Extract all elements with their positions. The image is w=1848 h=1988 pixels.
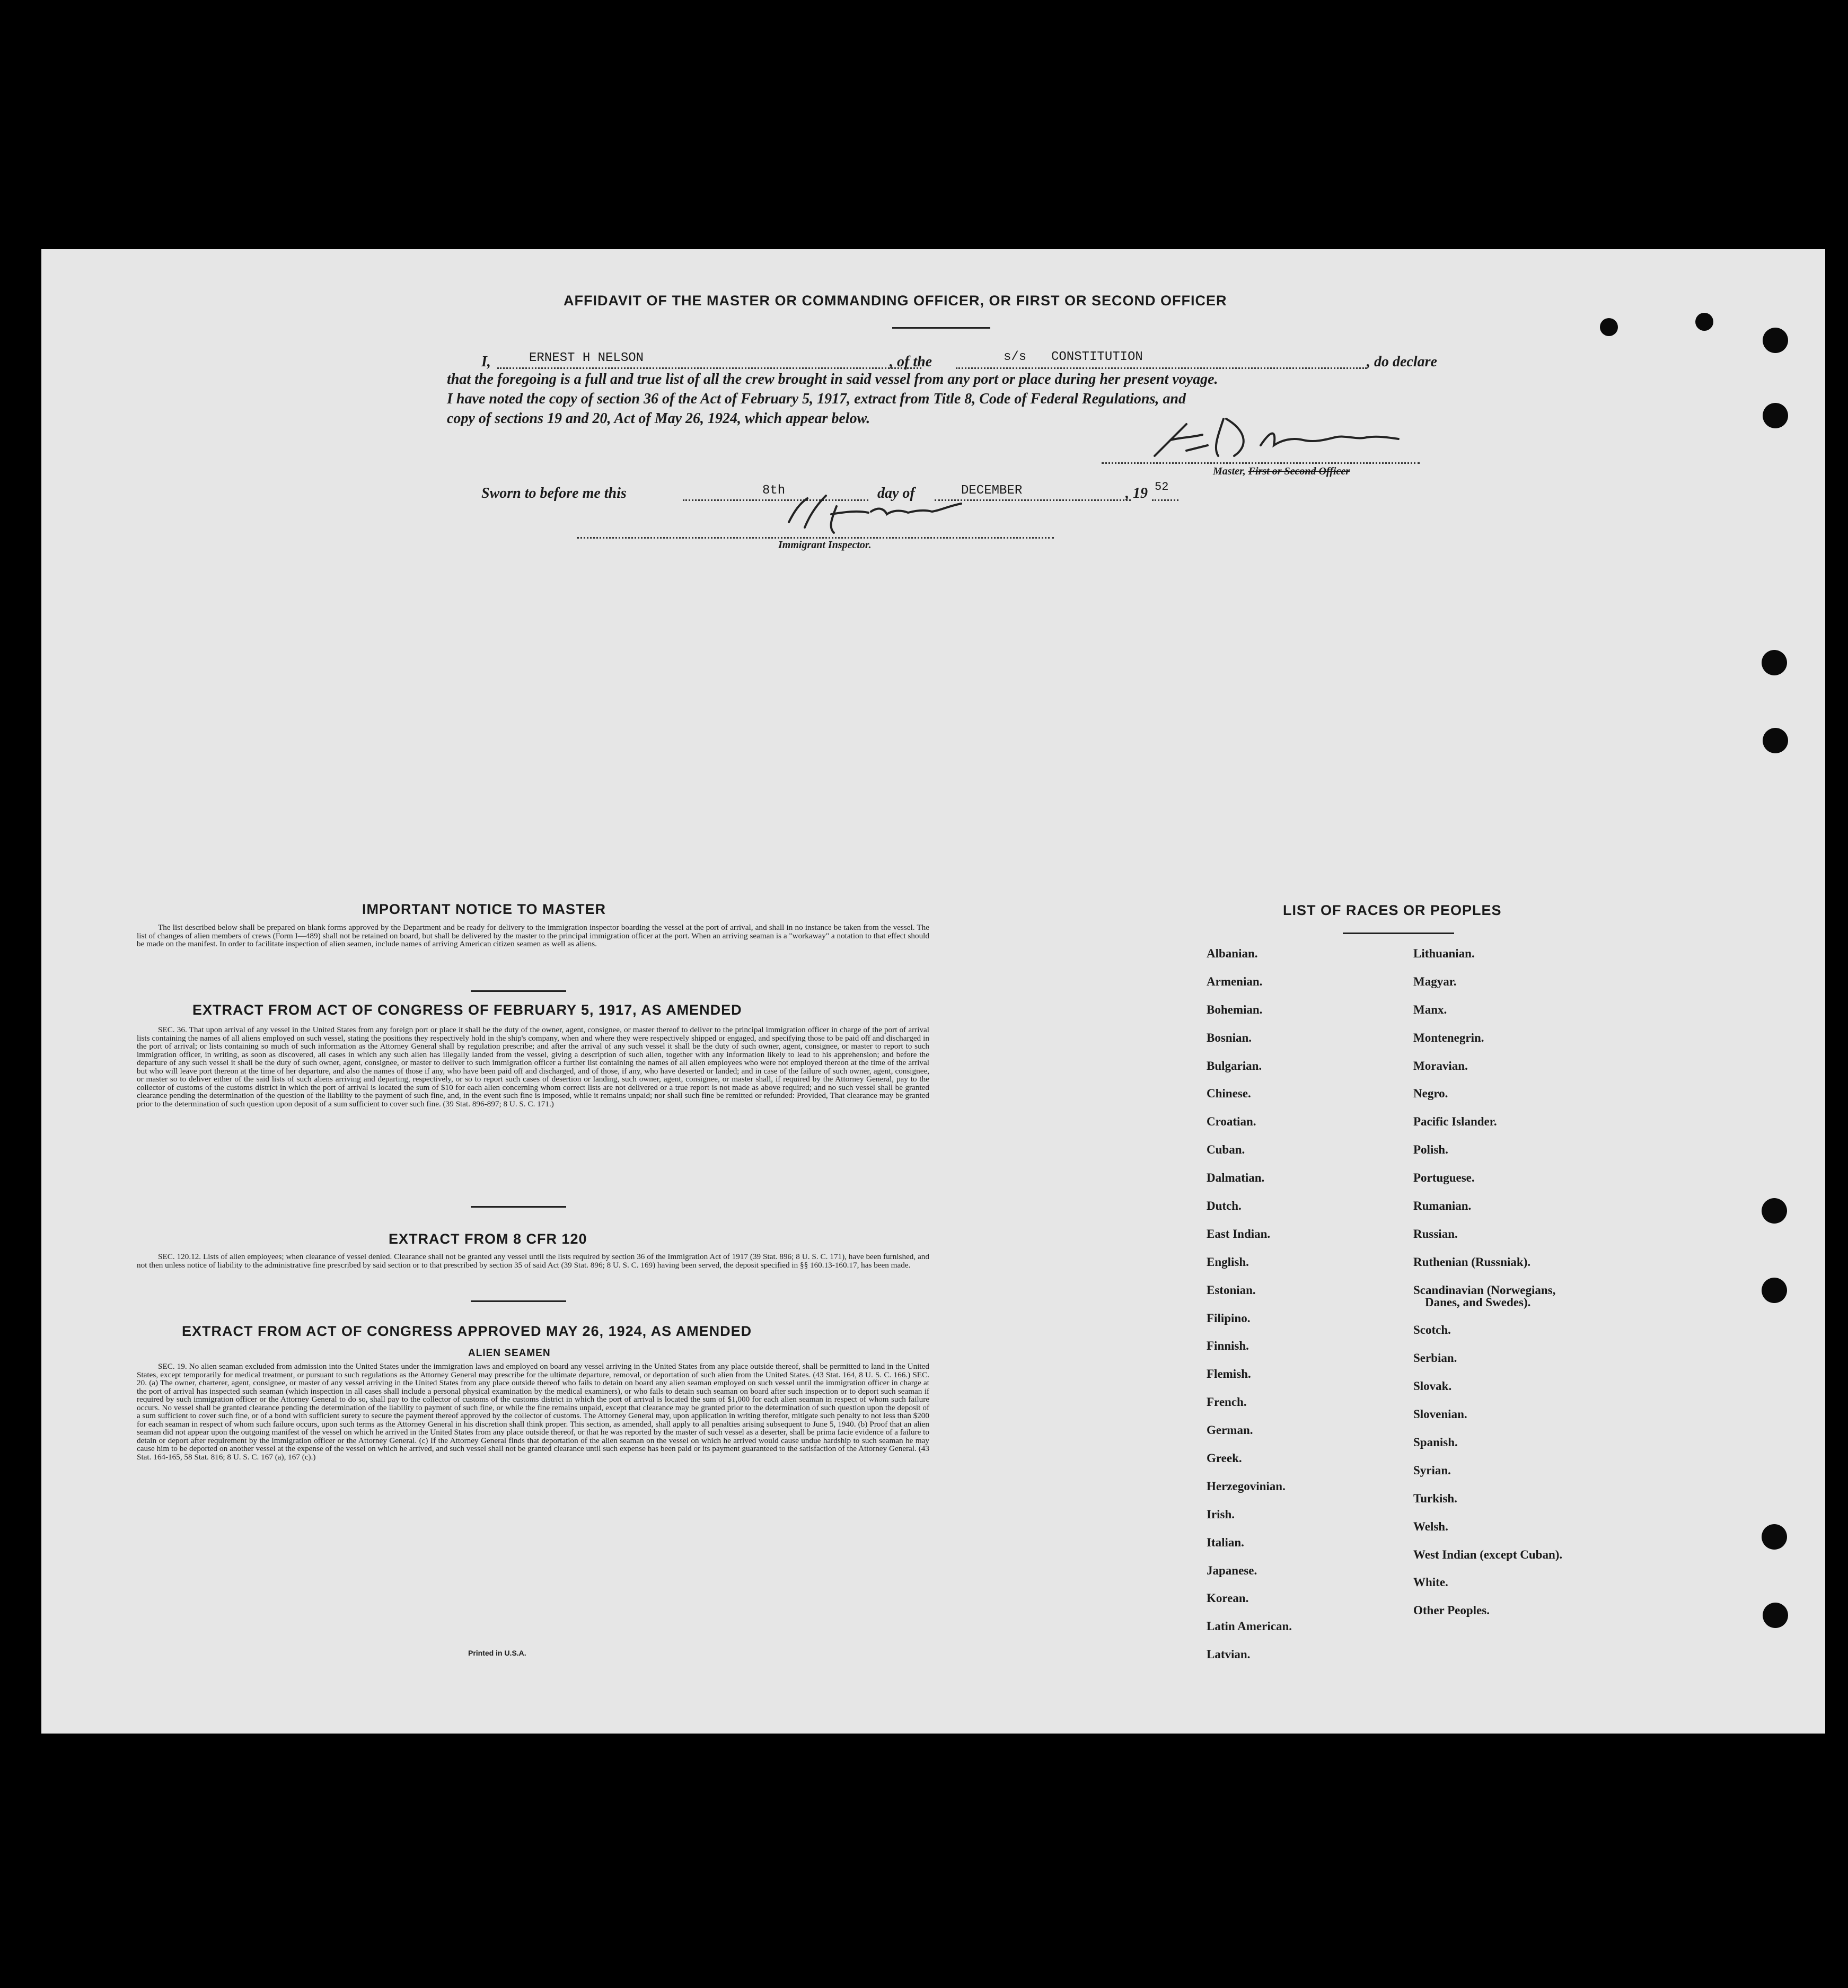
cfr-rule <box>471 1300 566 1302</box>
race-item: Scotch. <box>1413 1323 1451 1337</box>
day-value: 8th <box>762 483 786 498</box>
race-item: Cuban. <box>1207 1143 1245 1157</box>
master-signature-line <box>1102 462 1420 464</box>
race-item: Korean. <box>1207 1591 1249 1605</box>
struck-officer-title: First or Second Officer <box>1248 465 1350 477</box>
extract-1924-body: SEC. 19. No alien seaman excluded from admission into the United States under the immigration laws and employed on board any vessel arriving in the United States from any place outside thereof, shall be permitted to land in the United States, except temporarily for medical treatment, or pursuant to such regulations as the Attorney General may prescribe for the ultimate departure, removal, or deportation of such alien from the United States. (43 Stat. 164, 8 U. S. C. 166.) SEC. 20. (a) The owner, charterer, agent, consignee, or master of any vessel arriving in the United States from any place outside thereof who fails to detain on board any alien seaman employed on such vessel until the immigration officer in charge at the port of arrival has inspected such seaman (which inspection in all cases shall include a personal physical examination by the medical examiners), or who fails to detain such seaman on board after such inspection or to deport such seaman if required by such immigration officer or the Attorney General to do so, shall pay to the collector of customs of the customs district in which the port of arrival is located the sum of $1,000 for each alien seaman in respect of whom such failure occurs. No vessel shall be granted clearance pending the determination of the liability to payment of such fine, or while the fine remains unpaid, except that clearance may be granted prior to the determination of such question upon the deposit of a sum sufficient to cover such fine, or of a bond with sufficient surety to secure the payment thereof approved by the collector of customs. The Attorney General may, upon application in writing therefor, mitigate such penalty to not less than $200 for each seaman in respect of whom such failure occurs, upon such terms as the Attorney General in his discretion shall think proper. This section, as amended, shall apply to all penalties arising subsequent to June 5, 1940. (b) Proof that an alien seaman did not appear upon the outgoing manifest of the vessel on which he arrived in the United States from any place outside thereof, or that he was reported by the master of such vessel as a deserter, shall be prima facie evidence of a failure to detain or deport after requirement by the immigration officer or the Attorney General. (c) If the Attorney General finds that deportation of the alien seaman on the vessel on which he arrived would cause undue hardship to such seaman he may cause him to be deported on another vessel at the expense of the vessel on which he arrived, and such vessel shall not be granted clearance until such expense has been paid or its payment guaranteed to the satisfaction of the Attorney General. (43 Stat. 164-165, 58 Stat. 816; 8 U. S. C. 167 (a), 167 (c).) <box>137 1362 929 1462</box>
race-item: Rumanian. <box>1413 1199 1472 1213</box>
declaration-line-2: that the foregoing is a full and true list of all the crew brought in said vessel from any port or place during her present voyage. <box>447 371 1218 388</box>
name-line <box>497 367 921 369</box>
race-item: Croatian. <box>1207 1115 1256 1129</box>
master-name: ERNEST H NELSON <box>529 351 644 365</box>
race-item: Serbian. <box>1413 1351 1457 1365</box>
race-item: Bulgarian. <box>1207 1059 1262 1072</box>
punch-hole <box>1600 318 1618 336</box>
race-item: Slovenian. <box>1413 1408 1467 1421</box>
race-item: Negro. <box>1413 1087 1448 1101</box>
race-item: Irish. <box>1207 1507 1235 1521</box>
year-prefix: , 19 <box>1125 485 1148 502</box>
race-item: Danes, and Swedes). <box>1425 1295 1531 1309</box>
race-item: Dutch. <box>1207 1199 1242 1213</box>
declaration-line-3: I have noted the copy of section 36 of the Act of February 5, 1917, extract from Title 8, Code of Federal Regulations, and <box>447 391 1186 407</box>
ship-line <box>956 367 1367 369</box>
race-item: Italian. <box>1207 1535 1244 1549</box>
punch-hole <box>1695 313 1713 331</box>
notice-body: The list described below shall be prepared on blank forms approved by the Department and be ready for delivery to the immigration inspector boarding the vessel at the port of arrival, and shall in no instance be taken from the vessel. The list of changes of alien members of crews (Form I—489) shall not be retained on board, but shall be delivered by the master to the principal immigration officer at the port. When an arriving seaman is a "workaway" a notation to that effect should be made on the manifest. In order to facilitate inspection of alien seamen, include names of arriving American citizen seamen as well as aliens. <box>137 923 929 948</box>
race-item: Scandinavian (Norwegians, <box>1413 1283 1556 1297</box>
race-item: Portuguese. <box>1413 1171 1475 1185</box>
notice-rule <box>471 990 566 992</box>
punch-hole <box>1762 1198 1787 1224</box>
document-sheet <box>41 249 1825 1734</box>
race-item: Bosnian. <box>1207 1031 1252 1044</box>
race-item: East Indian. <box>1207 1227 1271 1241</box>
extract-1917-title: EXTRACT FROM ACT OF CONGRESS OF FEBRUARY 5, 1917, AS AMENDED <box>192 1002 742 1018</box>
races-right-column <box>1413 947 1562 1632</box>
race-item: English. <box>1207 1255 1249 1269</box>
extract-1924-title: EXTRACT FROM ACT OF CONGRESS APPROVED MAY 26, 1924, AS AMENDED <box>182 1323 752 1339</box>
race-item: Manx. <box>1413 1002 1447 1016</box>
race-item: Montenegrin. <box>1413 1031 1484 1044</box>
race-item: Armenian. <box>1207 974 1263 988</box>
race-item: Welsh. <box>1413 1519 1448 1533</box>
race-item: Albanian. <box>1207 947 1258 960</box>
race-item: Flemish. <box>1207 1367 1251 1381</box>
race-item: Spanish. <box>1413 1436 1458 1449</box>
race-item: Finnish. <box>1207 1339 1249 1353</box>
month-value: DECEMBER <box>961 483 1023 498</box>
master-label <box>1213 465 1350 478</box>
race-item: Russian. <box>1413 1227 1458 1241</box>
punch-hole <box>1763 328 1788 353</box>
title-rule <box>892 327 990 329</box>
alien-seamen-subtitle: ALIEN SEAMEN <box>468 1348 551 1359</box>
inspector-signature-line <box>577 537 1054 539</box>
race-item: Herzegovinian. <box>1207 1479 1286 1493</box>
race-item: White. <box>1413 1576 1448 1589</box>
punch-hole <box>1763 403 1788 428</box>
race-item: Japanese. <box>1207 1563 1257 1577</box>
ship-prefix: s/s <box>1004 350 1027 364</box>
race-item: Magyar. <box>1413 974 1457 988</box>
race-item: German. <box>1207 1423 1253 1437</box>
race-item: Chinese. <box>1207 1087 1251 1101</box>
day-of-label: day of <box>877 485 915 502</box>
race-item: Ruthenian (Russniak). <box>1413 1255 1531 1269</box>
race-item: Lithuanian. <box>1413 947 1475 960</box>
races-rule <box>1343 933 1454 934</box>
race-item: West Indian (except Cuban). <box>1413 1547 1563 1561</box>
cfr-body: SEC. 120.12. Lists of alien employees; when clearance of vessel denied. Clearance shall not be granted any vessel until the lists required by section 36 of the Immigration Act of 1917 (39 Stat. 896; 8 U. S. C. 171), have been furnished, and not then unless notice of liability to the administrative fine prescribed by said section or to that prescribed by section 35 of said Act (39 Stat. 896; 8 U. S. C. 169) having been served, the deposit specified in §§ 160.13-160.17, has been made. <box>137 1252 929 1270</box>
punch-hole <box>1763 1603 1788 1628</box>
punch-hole <box>1763 728 1788 753</box>
race-item: Pacific Islander. <box>1413 1115 1497 1129</box>
punch-hole <box>1762 650 1787 675</box>
punch-hole <box>1762 1278 1787 1303</box>
ship-name: CONSTITUTION <box>1051 350 1143 364</box>
race-item: Syrian. <box>1413 1463 1451 1477</box>
race-item: Latvian. <box>1207 1648 1251 1661</box>
notice-title: IMPORTANT NOTICE TO MASTER <box>362 901 606 917</box>
race-item: French. <box>1207 1395 1247 1409</box>
of-the-label: , of the <box>890 354 932 370</box>
year-line <box>1152 499 1178 501</box>
race-item: Polish. <box>1413 1143 1448 1157</box>
printed-in-usa: Printed in U.S.A. <box>468 1649 526 1657</box>
extract-1917-rule <box>471 1206 566 1208</box>
race-item: Estonian. <box>1207 1283 1256 1297</box>
race-item: Filipino. <box>1207 1311 1251 1325</box>
sworn-label: Sworn to before me this <box>481 485 627 502</box>
extract-1917-body: SEC. 36. That upon arrival of any vessel in the United States from any foreign port or place it shall be the duty of the owner, agent, consignee, or master thereof to deliver to the principal immigration officer in charge of the port of arrival lists containing the names of all aliens employed on such vessel, stating the positions they respectively hold in the ship's company, when and where they were respectively shipped or engaged, and specifying those to be paid off and discharged in the port of arrival; or lists containing so much of such information as the Attorney General shall by regulation prescribe; and after the arrival of any such vessel it shall be the duty of such owner, agent, consignee, or master to report to such immigration officer, in writing, as soon as discovered, all cases in which any such alien has illegally landed from the vessel, giving a description of such alien, together with any information likely to lead to his apprehension; and before the departure of any such vessel it shall be the duty of such owner, agent, consignee, or master to deliver to such immigration officer a further list containing the names of all alien employees who were not employed thereon at the time of the arrival but who will leave port thereon at the time of her departure, and also the names of those if any, who have been paid off and discharged, and of those, if any, who have deserted or landed; and in case of the failure of such owner, agent, consignee, or master so to deliver either of the said lists of such aliens arriving and departing, respectively, or so to report such cases of desertion or landing, such owner, agent, consignee, or master shall, if required by the Attorney General, pay to the collector of customs of the customs district in which the port of arrival is located the sum of $10 for each alien concerning whom correct lists are not delivered or a true report is not made as above required; and no such vessel shall be granted clearance pending the determination of the question of the liability to the payment of such fine, and, in the event such fine is imposed, while it remains unpaid; nor shall such fine be remitted or refunded: Provided, That clearance may be granted prior to the determination of such question upon deposit of a sum sufficient to cover such fine. (39 Stat. 896-897; 8 U. S. C. 171.) <box>137 1025 929 1109</box>
punch-hole <box>1762 1524 1787 1550</box>
races-title: LIST OF RACES OR PEOPLES <box>1283 902 1502 918</box>
master-signature <box>1144 408 1441 467</box>
i-label: I, <box>481 354 491 370</box>
inspector-signature <box>778 490 990 538</box>
races-left-column <box>1207 947 1292 1676</box>
inspector-label: Immigrant Inspector. <box>778 539 872 551</box>
declaration-line-4: copy of sections 19 and 20, Act of May 26, 1924, which appear below. <box>447 410 870 427</box>
race-item: Moravian. <box>1413 1059 1468 1072</box>
master-title: Master, <box>1213 465 1246 477</box>
race-item: Bohemian. <box>1207 1002 1263 1016</box>
race-item: Slovak. <box>1413 1379 1452 1393</box>
affidavit-title: AFFIDAVIT OF THE MASTER OR COMMANDING OFFICER, OR FIRST OR SECOND OFFICER <box>564 293 1227 309</box>
race-item: Latin American. <box>1207 1620 1292 1633</box>
race-item: Turkish. <box>1413 1491 1457 1505</box>
race-item: Greek. <box>1207 1452 1242 1465</box>
cfr-title: EXTRACT FROM 8 CFR 120 <box>389 1231 587 1247</box>
year-value: 52 <box>1155 480 1169 494</box>
do-declare-label: , do declare <box>1367 354 1437 370</box>
race-item: Dalmatian. <box>1207 1171 1265 1185</box>
race-item: Other Peoples. <box>1413 1604 1490 1617</box>
